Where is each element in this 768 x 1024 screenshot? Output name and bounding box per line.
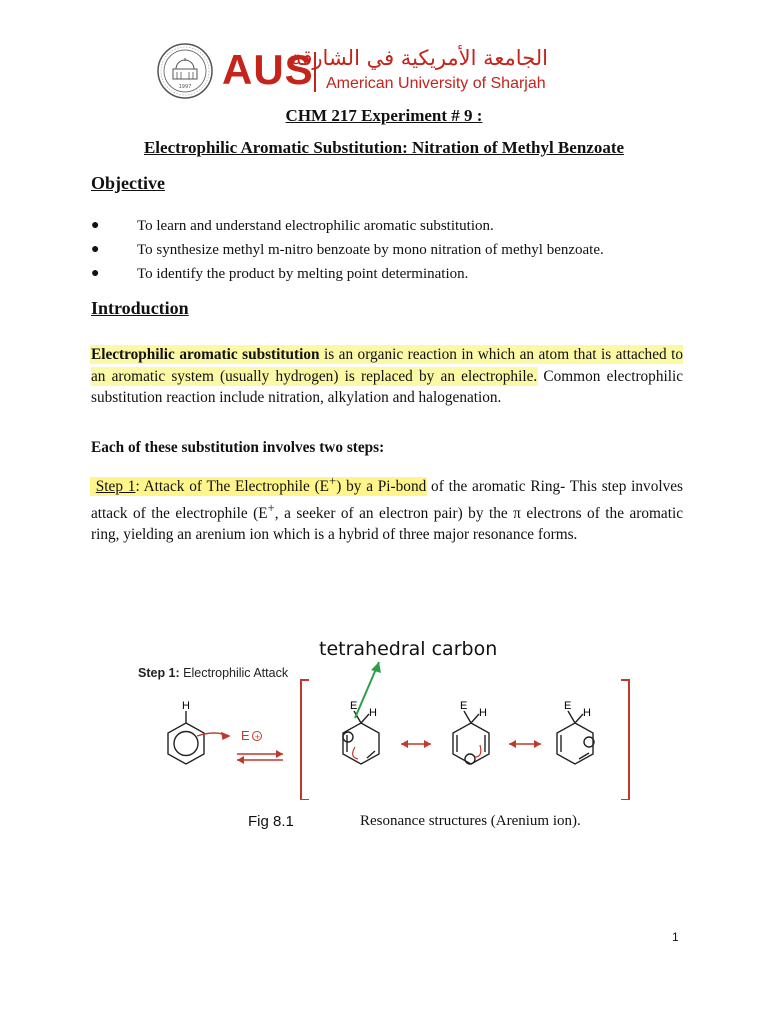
bullet-icon: ● xyxy=(91,218,100,233)
objective-list xyxy=(91,218,711,290)
svg-text:E: E xyxy=(460,700,468,712)
university-name-english: American University of Sharjah xyxy=(326,75,546,92)
experiment-subtitle: Electrophilic Aromatic Substitution: Nitration of Methyl Benzoate xyxy=(143,138,625,157)
benzene-ring xyxy=(168,711,229,764)
tetrahedral-carbon-annotation: tetrahedral carbon xyxy=(319,638,498,660)
figure-description: Resonance structures (Arenium ion). xyxy=(360,813,581,829)
figure-step-label: Step 1: Electrophilic Attack xyxy=(138,666,289,680)
university-logo xyxy=(156,42,556,104)
introduction-paragraph: Electrophilic aromatic substitution is an organic reaction in which an atom that is attached to an aromatic system (usually hydrogen) is replaced by an electrophile. Common electrophilic substitution reaction include nitration, alkylation and halogenation. xyxy=(91,346,684,406)
resonance-figure xyxy=(133,632,631,800)
label-e: E xyxy=(241,728,250,743)
bullet-icon: ● xyxy=(91,266,100,281)
bullet-icon: ● xyxy=(91,242,100,257)
figure-number: Fig 8.1 xyxy=(248,813,294,830)
reaction-diagram xyxy=(133,632,631,800)
step1-paragraph: Step 1: Attack of The Electrophile (E+) by a Pi-bond of the aromatic Ring- This step involves attack of the electrophile (E+, a seeker of an electron pair) by the π electrons of the aromatic ring, yielding an arenium ion which is a hybrid of three major resonance forms. xyxy=(91,474,683,544)
university-seal-icon xyxy=(156,42,214,100)
figure-caption xyxy=(248,813,581,831)
svg-text:H: H xyxy=(479,707,487,719)
svg-text:E: E xyxy=(350,700,358,712)
experiment-title: CHM 217 Experiment # 9 : xyxy=(285,106,483,125)
svg-text:+: + xyxy=(254,733,261,741)
page-number: 1 xyxy=(672,930,679,944)
step1-label: Step 1 xyxy=(95,478,136,496)
list-item: ● To synthesize methyl m-nitro benzoate by mono nitration of methyl benzoate. xyxy=(91,242,604,258)
key-term: Electrophilic aromatic substitution xyxy=(91,346,320,363)
seal-year: 1997 xyxy=(178,84,192,90)
svg-text:E: E xyxy=(564,700,572,712)
university-name-arabic: الجامعة الأمريكية في الشارقة xyxy=(291,46,548,70)
list-item: ● To identify the product by melting point determination. xyxy=(91,266,469,282)
logo-text: AUS xyxy=(222,46,314,93)
list-item: ● To learn and understand electrophilic aromatic substitution. xyxy=(91,218,494,234)
two-steps-statement: Each of these substitution involves two steps: xyxy=(91,439,385,456)
label-h: H xyxy=(182,700,190,712)
svg-text:H: H xyxy=(583,707,591,719)
svg-text:H: H xyxy=(369,707,377,719)
introduction-heading: Introduction xyxy=(91,298,189,318)
objective-heading: Objective xyxy=(91,173,165,193)
